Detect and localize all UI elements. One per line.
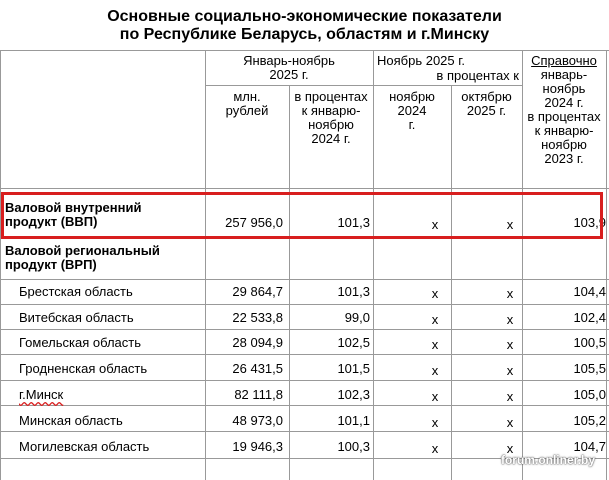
rule-row-7 <box>0 431 609 432</box>
region-ref: 105,5 <box>573 361 606 376</box>
gdp-pct: 101,3 <box>337 215 370 230</box>
region-mln: 19 946,3 <box>232 439 283 454</box>
col-rule-6 <box>606 50 607 480</box>
region-oct: x <box>506 415 514 430</box>
region-mln: 22 533,8 <box>232 310 283 325</box>
region-pct: 101,3 <box>337 284 370 299</box>
header-reference: Справочно январь- ноябрь 2024 г. в процентах к январю- ноябрю 2023 г. <box>527 53 601 166</box>
region-pct: 99,0 <box>344 310 370 325</box>
gdp-mln: 257 956,0 <box>225 215 283 230</box>
region-nov: x <box>431 363 439 378</box>
header-nov-2025: Ноябрь 2025 г. <box>377 53 466 68</box>
region-name: Могилевская область <box>19 439 150 454</box>
gdp-highlight-box <box>1 192 603 239</box>
region-pct: 101,1 <box>337 413 370 428</box>
header-pct-to: в процентах к <box>436 68 519 83</box>
region-pct: 101,5 <box>337 361 370 376</box>
region-mln: 26 431,5 <box>232 361 283 376</box>
region-pct: 100,3 <box>337 439 370 454</box>
region-oct: x <box>506 389 514 404</box>
title-line-1: Основные социально-экономические показатели <box>107 8 502 25</box>
col-rule-0 <box>0 50 1 480</box>
title-line-2: по Республике Беларусь, областям и г.Минску <box>119 26 490 43</box>
col-rule-4 <box>451 85 452 480</box>
region-pct: 102,5 <box>337 335 370 350</box>
region-name: Витебская область <box>19 310 134 325</box>
header-nov-2024: ноябрю 2024 г. <box>389 89 435 132</box>
region-mln: 48 973,0 <box>232 413 283 428</box>
rule-row-5 <box>0 380 609 381</box>
region-ref: 105,0 <box>573 387 606 402</box>
region-name: Гомельская область <box>19 335 141 350</box>
region-name: Гродненская область <box>19 361 148 376</box>
header-pct-jan-nov-2024: в процентах к январю- ноябрю 2024 г. <box>294 89 368 146</box>
header-mln-rubles: млн. рублей <box>225 89 269 118</box>
rule-row-2 <box>0 304 609 305</box>
region-name: Минская область <box>19 413 123 428</box>
rule-row-1 <box>0 279 609 280</box>
header-jan-nov-2025: Январь-ноябрь 2025 г. <box>243 53 335 82</box>
watermark: forum.onliner.by <box>500 453 595 467</box>
region-nov: x <box>431 337 439 352</box>
header-oct-2025: октябрю 2025 г. <box>461 89 512 118</box>
region-ref: 100,5 <box>573 335 606 350</box>
region-pct: 102,3 <box>337 387 370 402</box>
rule-top <box>0 50 609 51</box>
region-name: Брестская область <box>19 284 133 299</box>
region-ref: 105,2 <box>573 413 606 428</box>
region-name: г.Минск <box>19 387 64 402</box>
region-nov: x <box>431 312 439 327</box>
region-mln: 82 111,8 <box>234 387 283 402</box>
rule-row-6 <box>0 405 609 406</box>
region-ref: 104,4 <box>573 284 606 299</box>
gdp-ref: 103,9 <box>573 215 606 230</box>
region-oct: x <box>506 363 514 378</box>
region-oct: x <box>506 286 514 301</box>
region-nov: x <box>431 389 439 404</box>
region-mln: 28 094,9 <box>232 335 283 350</box>
region-mln: 29 864,7 <box>232 284 283 299</box>
grp-label: Валовой региональный продукт (ВРП) <box>5 243 160 272</box>
region-oct: x <box>506 441 514 456</box>
rule-subheader <box>205 85 522 86</box>
region-nov: x <box>431 441 439 456</box>
region-oct: x <box>506 337 514 352</box>
gdp-oct: x <box>506 217 514 232</box>
region-nov: x <box>431 415 439 430</box>
rule-row-4 <box>0 354 609 355</box>
region-ref: 102,4 <box>573 310 606 325</box>
gdp-label: Валовой внутренний продукт (ВВП) <box>5 200 142 229</box>
gdp-nov: x <box>431 217 439 232</box>
region-oct: x <box>506 312 514 327</box>
rule-row-3 <box>0 329 609 330</box>
region-nov: x <box>431 286 439 301</box>
region-ref: 104,7 <box>573 439 606 454</box>
rule-header-bottom <box>0 188 609 189</box>
